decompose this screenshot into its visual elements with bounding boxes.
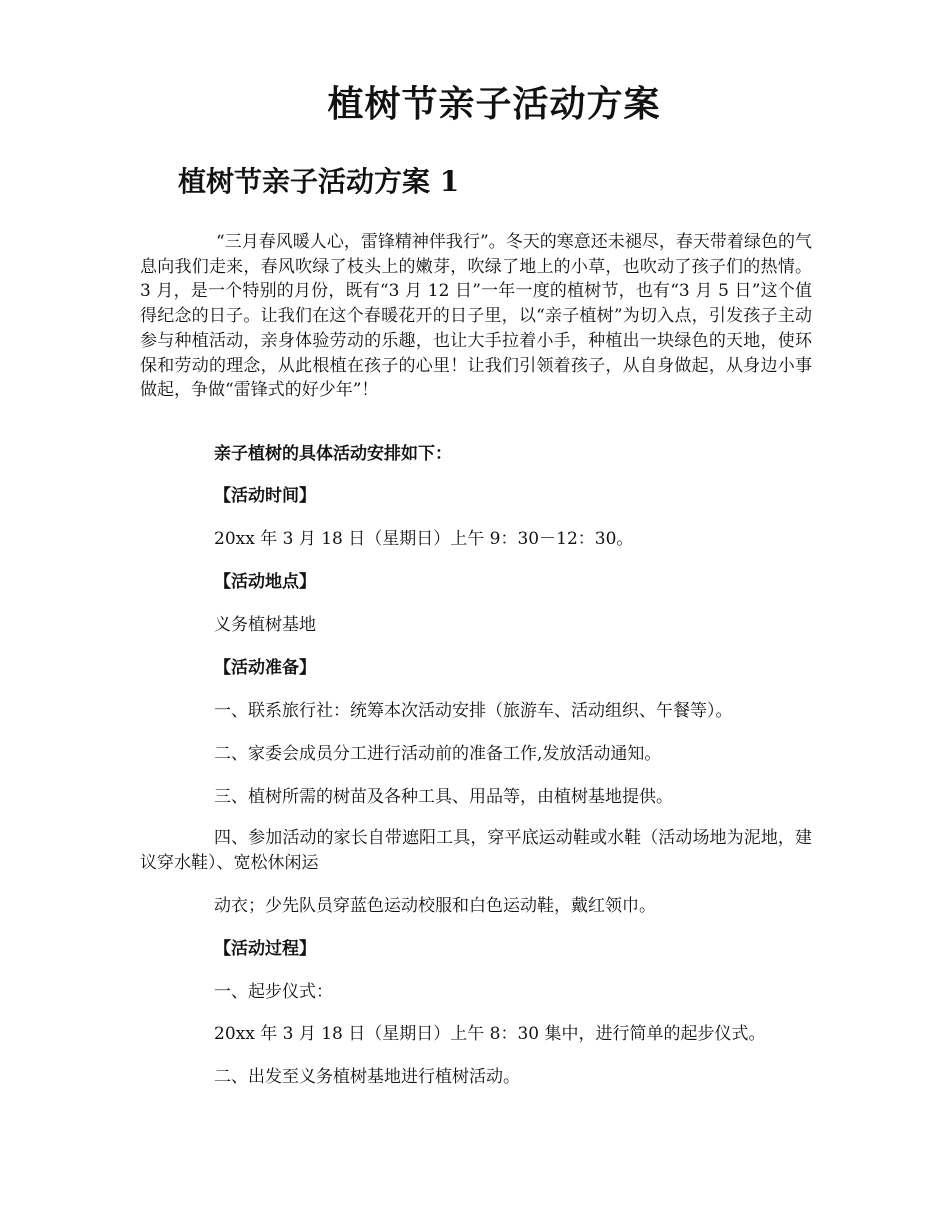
place-text: 义务植树基地 [214, 615, 316, 635]
prep-item-3: 三、植树所需的树苗及各种工具、用品等，由植树基地提供。 [214, 787, 673, 807]
prep-item-1: 一、联系旅行社：统筹本次活动安排（旅游车、活动组织、午餐等）。 [214, 701, 733, 721]
process-item-1: 一、起步仪式： [214, 982, 333, 1002]
process-item-2: 二、出发至义务植树基地进行植树活动。 [214, 1067, 520, 1087]
section-title: 植树节亲子活动方案 1 [178, 165, 460, 198]
process-item-1-text: 20xx 年 3 月 18 日（星期日）上午 8：30 集中，进行简单的起步仪式。 [214, 1024, 766, 1044]
prep-heading: 【活动准备】 [214, 658, 316, 678]
intro-paragraph: “三月春风暖人心，雷锋精神伴我行”。冬天的寒意还未褪尽，春天带着绿色的气息向我们走来，春风吹绿了枝头上的嫩芽，吹绿了地上的小草，也吹动了孩子们的热情。3 月，是一个特别的月份，既有“3 月 12 日”一年一度的植树节，也有“3 月 5 日”这个值得纪念的日子。让我们在这个春暖花开的日子里，以“亲子植树”为切入点，引发孩子主动参与种植活动，亲身体验劳动的乐趣，也让大手拉着小手，种植出一块绿色的天地，使环保和劳动的理念，从此根植在孩子的心里！让我们引领着孩子，从自身做起，从身边小事做起，争做“雷锋式的好少年”！ [140, 232, 812, 401]
document-title: 植树节亲子活动方案 [327, 83, 661, 125]
arrangement-heading: 亲子植树的具体活动安排如下： [214, 444, 452, 464]
time-heading: 【活动时间】 [214, 486, 316, 506]
process-heading: 【活动过程】 [214, 939, 316, 959]
prep-item-4: 四、参加活动的家长自带遮阳工具，穿平底运动鞋或水鞋（活动场地为泥地，建议穿水鞋）、宽松休闲运 [140, 828, 812, 873]
prep-item-2: 二、家委会成员分工进行活动前的准备工作,发放活动通知。 [214, 744, 662, 764]
prep-item-4-continuation: 动衣；少先队员穿蓝色运动校服和白色运动鞋，戴红领巾。 [214, 896, 656, 916]
place-heading: 【活动地点】 [214, 572, 316, 592]
time-text: 20xx 年 3 月 18 日（星期日）上午 9：30－12：30。 [214, 529, 634, 549]
